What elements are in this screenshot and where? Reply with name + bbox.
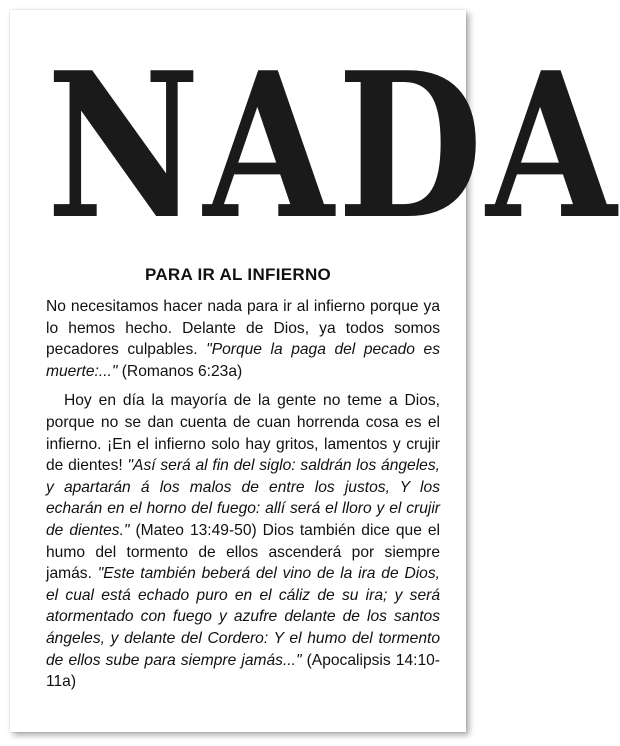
paragraph-2-text-b: (Mateo 13:49-50) Dios también dice que el humo del tormento de ellos ascenderá por siempre jamás. [46, 521, 440, 583]
tract-card [10, 10, 620, 732]
paragraph-2-quote-2: "Este también beberá del vino de la ira de Dios, el cual está echado puro en el cáliz de su ira; y será atormentado con fuego y azufre delante de los santos ángeles, y delante del Cordero: Y el humo del tormento de ellos sube para siempre jamás..." [46, 565, 440, 669]
paragraph-2-reference: (Apocalipsis 14:10-11a) [46, 651, 440, 691]
paragraph-2-quote-1: "Así será al fin del siglo: saldrán los ángeles, y apartarán á los malos de entre los justos, Y los echarán en el horno del fuego: allí será el lloro y el crujir de dientes." [46, 457, 440, 539]
paragraph-1 [46, 296, 440, 382]
subtitle: PARA IR AL INFIERNO [144, 265, 332, 284]
paragraph-2-text: Hoy en día la mayoría de la gente no teme a Dios, porque no se dan cuenta de cuan horrenda cosa es el infierno. ¡En el infierno solo hay gritos, lamentos y crujir de dientes! [46, 392, 440, 475]
body-text [46, 296, 440, 693]
paragraph-1-text: No necesitamos hacer nada para ir al infierno porque ya lo hemos hecho. Delante de Dios, ya todos somos pecadores culpables. [46, 298, 440, 359]
paragraph-1-reference: (Romanos 6:23a) [117, 362, 243, 380]
paragraph-2 [46, 390, 440, 692]
main-title: NADA [46, 29, 620, 264]
paragraph-1-quote: "Porque la paga del pecado es muerte:..." [46, 341, 440, 380]
